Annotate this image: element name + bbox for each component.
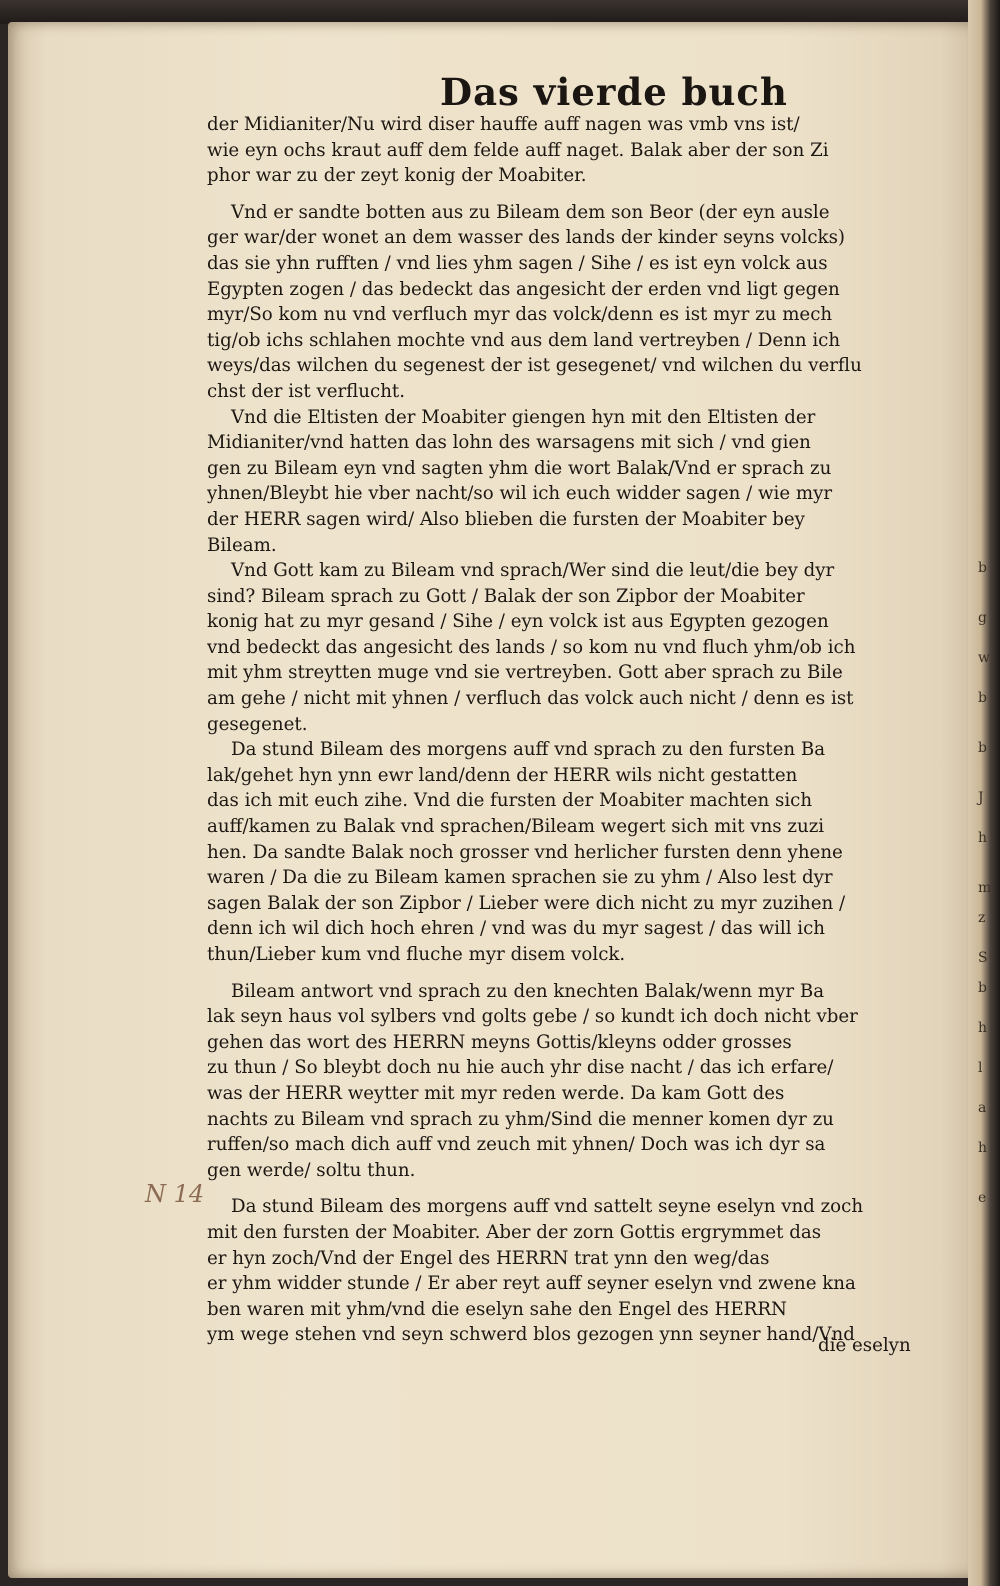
text-line: Egypten zogen / das bedeckt das angesicht der erden vnd ligt gegen — [207, 278, 840, 300]
text-line: er hyn zoch/Vnd der Engel des HERRN trat ynn den weg/das — [207, 1247, 770, 1269]
edge-letter: h — [978, 1020, 988, 1036]
text-line: ben waren mit yhm/vnd die eselyn sahe den Engel des HERRN — [207, 1298, 787, 1320]
edge-letter: b — [978, 560, 987, 576]
text-line: sind? Bileam sprach zu Gott / Balak der son Zipbor der Moabiter — [207, 585, 805, 607]
text-line: vnd bedeckt das angesicht des lands / so kom nu vnd fluch yhm/ob ich — [207, 636, 856, 658]
text-line: chst der ist verflucht. — [207, 380, 406, 402]
text-line: was der HERR weytter mit myr reden werde. Da kam Gott des — [207, 1082, 785, 1104]
text-line: Bileam antwort vnd sprach zu den knechten Balak/wenn myr Ba — [231, 980, 825, 1002]
text-line: auff/kamen zu Balak vnd sprachen/Bileam wegert sich mit vns zuzi — [207, 816, 825, 838]
edge-letter: h — [978, 1140, 988, 1156]
edge-letter: J — [978, 790, 984, 806]
edge-letter: z — [978, 910, 986, 926]
text-line: Vnd Gott kam zu Bileam vnd sprach/Wer sind die leut/die bey dyr — [231, 560, 835, 582]
text-line: thun/Lieber kum vnd fluche myr disem volck. — [207, 944, 626, 965]
text-line: gen werde/ soltu thun. — [207, 1159, 416, 1181]
edge-letter: b — [978, 690, 987, 706]
paragraph — [207, 1194, 917, 1348]
text-line: sagen Balak der son Zipbor / Lieber were dich nicht zu myr zuzihen / — [207, 892, 846, 914]
catchword: die eselyn — [818, 1335, 911, 1356]
paragraph — [207, 979, 917, 1184]
edge-letter: a — [978, 1100, 987, 1116]
edge-letter: S — [978, 950, 988, 966]
book-top-edge — [0, 0, 1000, 24]
text-line: ger war/der wonet an dem wasser des lands der kinder seyns volcks) — [207, 227, 846, 249]
paragraph — [207, 558, 917, 737]
text-line: lak/gehet hyn ynn ewr land/denn der HERR wils nicht gestatten — [207, 764, 798, 786]
running-head: Das vierde buch — [440, 70, 788, 114]
text-line: Midianiter/vnd hatten das lohn des warsagens mit sich / vnd gien — [207, 432, 811, 454]
edge-letter: b — [978, 740, 987, 756]
text-line: Da stund Bileam des morgens auff vnd sprach zu den fursten Ba — [231, 739, 826, 761]
text-line: nachts zu Bileam vnd sprach zu yhm/Sind die menner komen dyr zu — [207, 1108, 834, 1130]
edge-letter: b — [978, 980, 987, 996]
text-line: weys/das wilchen du segenest der ist gesegenet/ vnd wilchen du verflu — [207, 355, 862, 377]
text-line: der Midianiter/Nu wird diser hauffe auff nagen was vmb vns ist/ — [207, 114, 800, 135]
text-line: am gehe / nicht mit yhnen / verfluch das volck auch nicht / denn es ist — [207, 688, 854, 710]
text-line: gesegenet. — [207, 713, 308, 735]
edge-letter: h — [978, 830, 988, 846]
text-line: phor war zu der zeyt konig der Moabiter. — [207, 165, 587, 187]
text-line: wie eyn ochs kraut auff dem felde auff naget. Balak aber der son Zi — [207, 139, 829, 161]
paragraph — [207, 200, 917, 405]
text-line: lak seyn haus vol sylbers vnd golts gebe / so kundt ich doch nicht vber — [207, 1006, 858, 1028]
text-line: denn ich wil dich hoch ehren / vnd was du myr sagest / das will ich — [207, 918, 826, 940]
edge-letter: w — [978, 650, 990, 666]
text-line: gen zu Bileam eyn vnd sagten yhm die wort Balak/Vnd er sprach zu — [207, 457, 832, 479]
text-line: mit den fursten der Moabiter. Aber der zorn Gottis ergrymmet das — [207, 1221, 822, 1243]
text-line: gehen das wort des HERRN meyns Gottis/kleyns odder grosses — [207, 1031, 792, 1053]
text-line: Da stund Bileam des morgens auff vnd sattelt seyne eselyn vnd zoch — [231, 1196, 864, 1218]
text-line: konig hat zu myr gesand / Sihe / eyn volck ist aus Egypten gezogen — [207, 611, 829, 633]
paragraph — [207, 112, 917, 189]
text-line: tig/ob ichs schlahen mochte vnd aus dem land vertreyben / Denn ich — [207, 329, 841, 351]
text-line: das ich mit euch zihe. Vnd die fursten der Moabiter machten sich — [207, 790, 813, 812]
edge-letter: g — [978, 610, 987, 626]
facing-page-edge — [968, 0, 1000, 1586]
text-line: yhnen/Bleybt hie vber nacht/so wil ich euch widder sagen / wie myr — [207, 483, 833, 505]
text-line: zu thun / So bleybt doch nu hie auch yhr dise nacht / das ich erfare/ — [207, 1057, 834, 1079]
text-line: ym wege stehen vnd seyn schwerd blos gezogen ynn seyner hand/Vnd — [207, 1324, 855, 1346]
paragraph — [207, 737, 917, 967]
edge-letter: l — [978, 1060, 983, 1076]
text-line: der HERR sagen wird/ Also blieben die fursten der Moabiter bey — [207, 508, 805, 530]
edge-letter: m — [978, 880, 992, 896]
paragraph — [207, 405, 917, 559]
text-line: Vnd die Eltisten der Moabiter giengen hyn mit den Eltisten der — [231, 406, 816, 428]
text-line: mit yhm streytten muge vnd sie vertreyben. Gott aber sprach zu Bile — [207, 662, 843, 684]
text-line: Vnd er sandte botten aus zu Bileam dem son Beor (der eyn ausle — [231, 201, 830, 223]
text-line: waren / Da die zu Bileam kamen sprachen sie zu yhm / Also lest dyr — [207, 867, 833, 889]
text-line: das sie yhn rufften / vnd lies yhm sagen / Sihe / es ist eyn volck aus — [207, 252, 828, 274]
edge-letter: e — [978, 1190, 987, 1206]
margin-note: N 14 — [145, 1180, 205, 1208]
text-line: hen. Da sandte Balak noch grosser vnd herlicher fursten denn yhene — [207, 841, 843, 863]
text-line: ruffen/so mach dich auff vnd zeuch mit yhnen/ Doch was ich dyr sa — [207, 1134, 826, 1156]
text-line: myr/So kom nu vnd verfluch myr das volck/denn es ist myr zu mech — [207, 304, 833, 326]
text-line: Bileam. — [207, 534, 277, 556]
text-line: er yhm widder stunde / Er aber reyt auff seyner eselyn vnd zwene kna — [207, 1273, 856, 1295]
text-block — [207, 112, 917, 1348]
